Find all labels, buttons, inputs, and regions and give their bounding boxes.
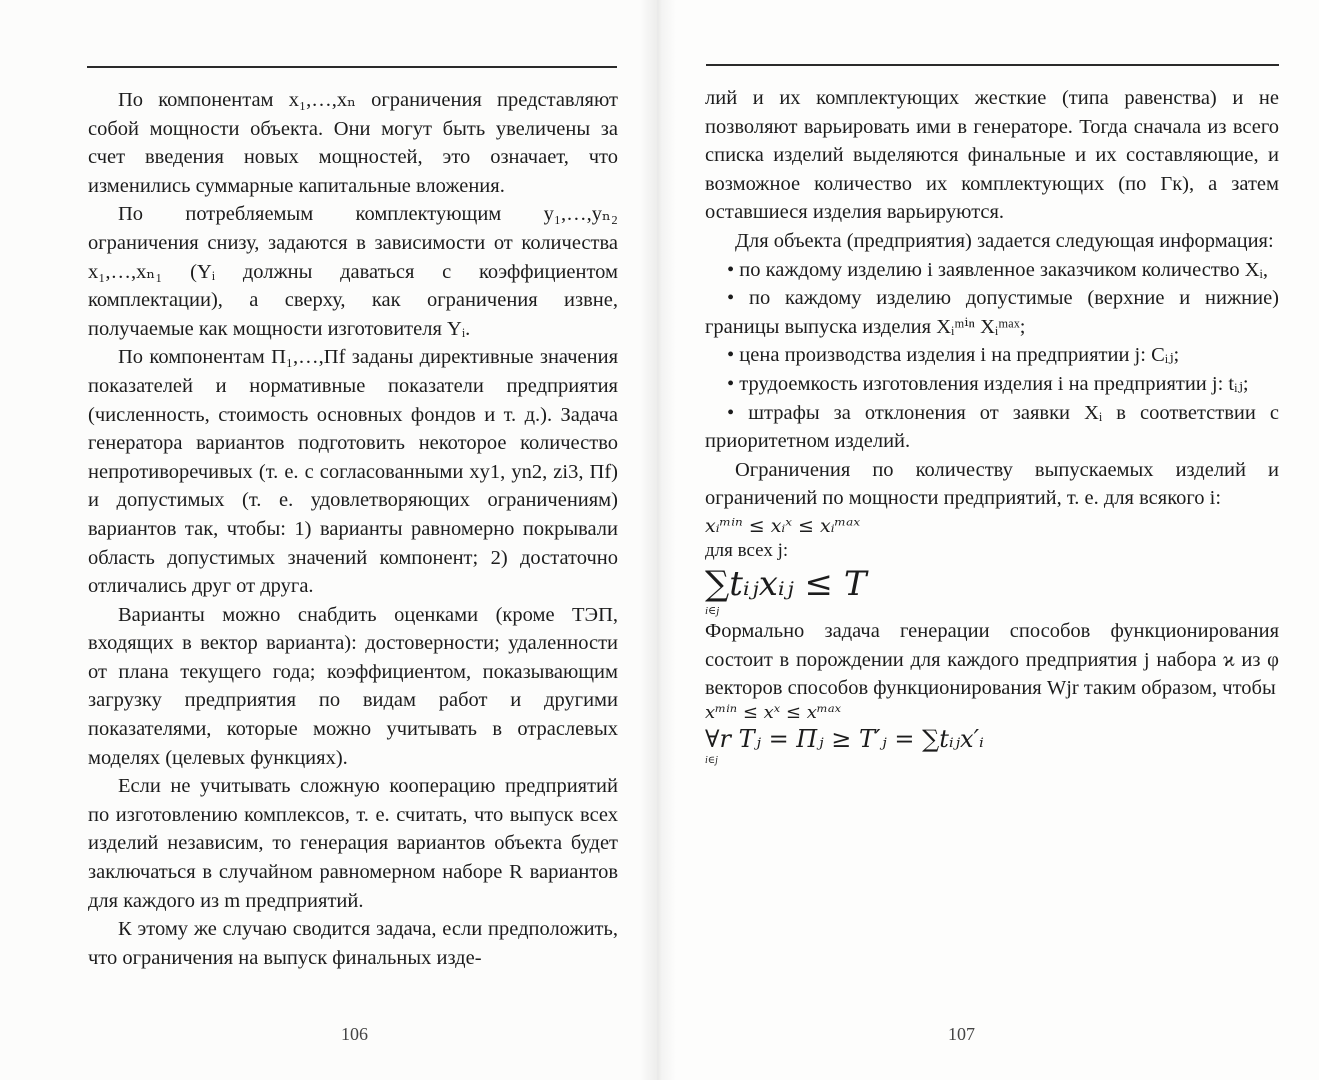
right-page — [655, 0, 1319, 1080]
left-page-text — [88, 86, 618, 972]
paragraph: лий и их комплектующих жесткие (типа равенства) и не позволяют варьировать ими в генераторе. Тогда сначала из всего списка изделий выделяются финальные и их составляющие, и возможное количество их комплектующих (по Гк), а затем оставшиеся изделия варьируются. — [705, 87, 1279, 224]
for-all-label: для всех j: — [705, 539, 789, 561]
list-item: • штрафы за отклонения от заявки Xᵢ в соответствии с приоритетном изделий. — [705, 401, 1279, 453]
paragraph: К этому же случаю сводится задача, если предположить, что ограничения на выпуск финальных изде- — [88, 918, 618, 969]
formula-forall: ∀r Tⱼ = Пⱼ ≥ T′ⱼ = ∑tᵢⱼx′ᵢ — [705, 724, 984, 753]
page-number: 106 — [341, 1024, 368, 1044]
paragraph: По потребляемым комплектующим y₁,…,yₙ₂ ограничения снизу, задаются в зависимости от количества x₁,…,xₙ₁ (Yᵢ должны даваться с коэффициентом комплектации), а сверху, как ограничения извне, получаемые как мощности изготовителя Yᵢ. — [88, 203, 618, 340]
header-rule — [87, 66, 617, 68]
page-number: 107 — [948, 1024, 975, 1044]
list-item: • по каждому изделию допустимые (верхние и нижние) границы выпуска изделия Xᵢᵐⁱⁿ Xᵢᵐᵃˣ; — [705, 287, 1279, 338]
list-item: • трудоемкость изготовления изделия i на предприятии j: tᵢⱼ; — [727, 372, 1249, 395]
formula-subscript: i∈j — [705, 754, 718, 766]
left-page — [0, 0, 655, 1080]
paragraph: Формально задача генерации способов функционирования состоит в порождении для каждого предприятия j набора ϰ из φ векторов способов функционирования Wjr таким образом, чтобы — [705, 619, 1279, 700]
right-page-text — [705, 84, 1279, 767]
header-rule — [706, 64, 1279, 66]
formula-bounds-short: xᵐⁱⁿ ≤ xˣ ≤ xᵐᵃˣ — [705, 701, 842, 723]
formula-subscript: i∈j — [705, 604, 720, 617]
formula-bounds: xᵢᵐⁱⁿ ≤ xᵢˣ ≤ xᵢᵐᵃˣ — [705, 514, 861, 537]
paragraph: По компонентам П₁,…,Пf заданы директивные значения показателей и нормативные показатели предприятия (численность, стоимость основных фондов и т. д.). Задача генератора вариантов подготовить некоторое количество непротиворечивых (т. е. с согласованными xy1, yn2, zi3, Пf) и допустимых (т. е. удовлетворяющих ограничениям) вариантов так, чтобы: 1) варианты равномерно покрывали область допустимых значений компонент; 2) достаточно отличались друг от друга. — [88, 346, 618, 598]
list-item: • цена производства изделия i на предприятии j: Cᵢⱼ; — [727, 344, 1180, 367]
paragraph: Варианты можно снабдить оценками (кроме ТЭП, входящих в вектор варианта): достоверности; удаленности от плана текущего года; коэффициентом, показывающим загрузку предприятия по видам работ и другими показателями, которые можно учитывать в отраслевых моделях (целевых функциях). — [88, 603, 618, 769]
paragraph: Если не учитывать сложную кооперацию предприятий по изготовлению комплексов, т. е. считать, что выпуск всех изделий независим, то генерация вариантов объекта будет заключаться в случайном равномерном наборе R вариантов для каждого из m предприятий. — [88, 775, 618, 912]
paragraph: По компонентам x₁,…,xₙ ограничения представляют собой мощности объекта. Они могут быть увеличены за счет введения новых мощностей, это означает, что изменились суммарные капитальные вложения. — [88, 89, 618, 197]
list-item: • по каждому изделию i заявленное заказчиком количество Xᵢ, — [727, 258, 1268, 281]
paragraph: Для объекта (предприятия) задается следующая информация: — [735, 229, 1274, 252]
formula-capacity: ∑tᵢⱼxᵢⱼ ≤ T — [705, 563, 867, 604]
paragraph: Ограничения по количеству выпускаемых изделий и ограничений по мощности предприятий, т. е. для всякого i: — [705, 458, 1279, 510]
